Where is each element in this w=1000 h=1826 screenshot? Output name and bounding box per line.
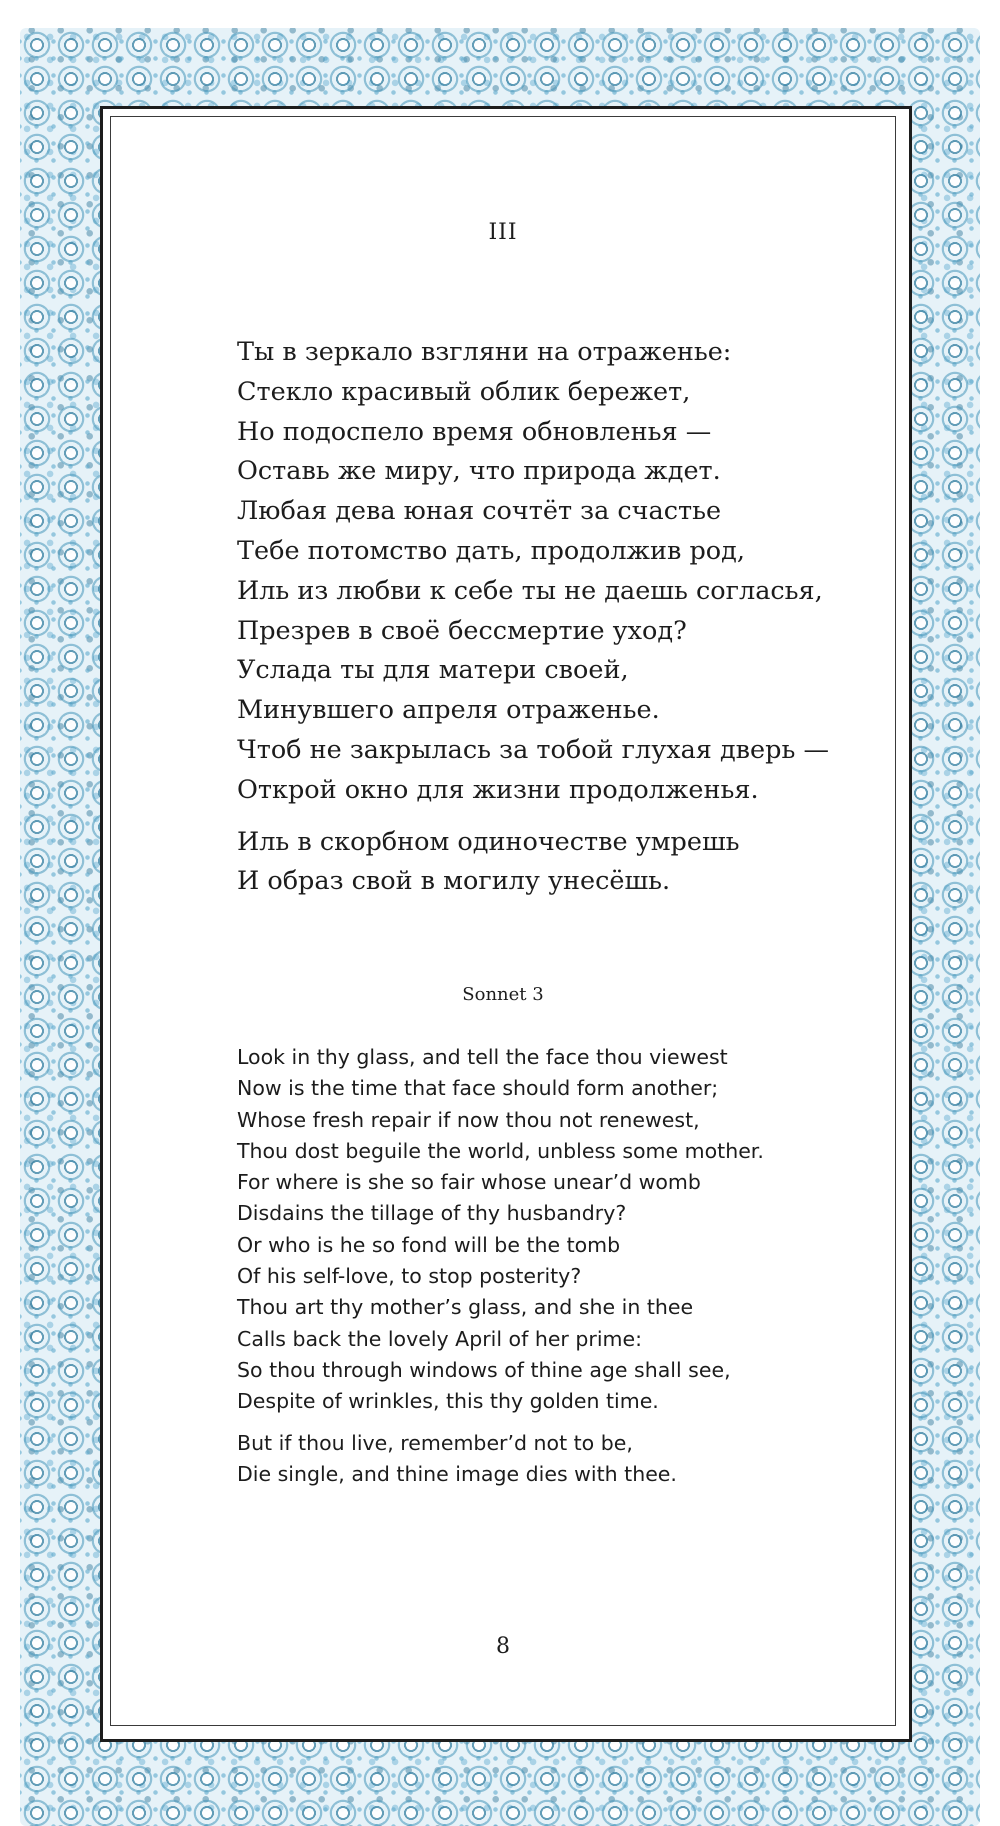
- english-line: Thou art thy mother’s glass, and she in thee: [237, 1295, 694, 1320]
- russian-line: Услада ты для матери своей,: [237, 655, 629, 686]
- page-number: 8: [496, 1634, 510, 1659]
- english-couplet: [237, 1428, 877, 1491]
- english-line: Disdains the tillage of thy husbandry?: [237, 1201, 627, 1226]
- english-line: Or who is he so fond will be the tomb: [237, 1232, 621, 1257]
- english-quatrains: [237, 1042, 877, 1418]
- english-line: Look in thy glass, and tell the face thou viewest: [237, 1045, 728, 1069]
- english-line: So thou through windows of thine age shall see,: [237, 1357, 731, 1382]
- russian-couplet-line: И образ свой в могилу унесёшь.: [237, 866, 671, 897]
- english-line: Thou dost beguile the world, unbless some mother.: [237, 1138, 764, 1163]
- sonnet-title-english: Sonnet 3: [462, 984, 544, 1005]
- english-line: Whose fresh repair if now thou not renewest,: [237, 1107, 700, 1132]
- russian-line: Ты в зеркало взгляни на отраженье:: [237, 337, 732, 367]
- english-line: Now is the time that face should form another;: [237, 1076, 719, 1101]
- russian-line: Но подоспело время обновленья —: [237, 416, 712, 447]
- russian-line: Чтоб не закрылась за тобой глухая дверь —: [237, 734, 829, 765]
- russian-line: Стекло красивый облик бережет,: [237, 376, 691, 407]
- english-line: Of his self-love, to stop posterity?: [237, 1264, 582, 1289]
- russian-line: Оставь же миру, что природа ждет.: [237, 456, 721, 487]
- english-line: Despite of wrinkles, this thy golden time.: [237, 1389, 659, 1414]
- russian-line: Презрев в своё бессмертие уход?: [237, 615, 687, 646]
- russian-line: Открой окно для жизни продолженья.: [237, 774, 759, 805]
- russian-sonnet: [237, 333, 877, 902]
- russian-line: Тебе потомство дать, продолжив род,: [237, 535, 745, 566]
- english-line: Calls back the lovely April of her prime:: [237, 1326, 643, 1351]
- english-couplet-line: Die single, and thine image dies with thee.: [237, 1461, 677, 1486]
- english-couplet-line: But if thou live, remember’d not to be,: [237, 1430, 633, 1455]
- russian-line: Любая дева юная сочтёт за счастье: [237, 496, 722, 527]
- russian-line: Минувшего апреля отраженье.: [237, 695, 660, 726]
- russian-line: Иль из любви к себе ты не даешь согласья,: [237, 575, 823, 606]
- russian-couplet-line: Иль в скорбном одиночестве умрешь: [237, 826, 740, 857]
- english-line: For where is she so fair whose unear’d womb: [237, 1170, 701, 1195]
- english-sonnet: [237, 1042, 877, 1490]
- sonnet-number-russian: III: [488, 220, 518, 245]
- russian-couplet: [237, 823, 877, 903]
- russian-quatrains: [237, 333, 877, 811]
